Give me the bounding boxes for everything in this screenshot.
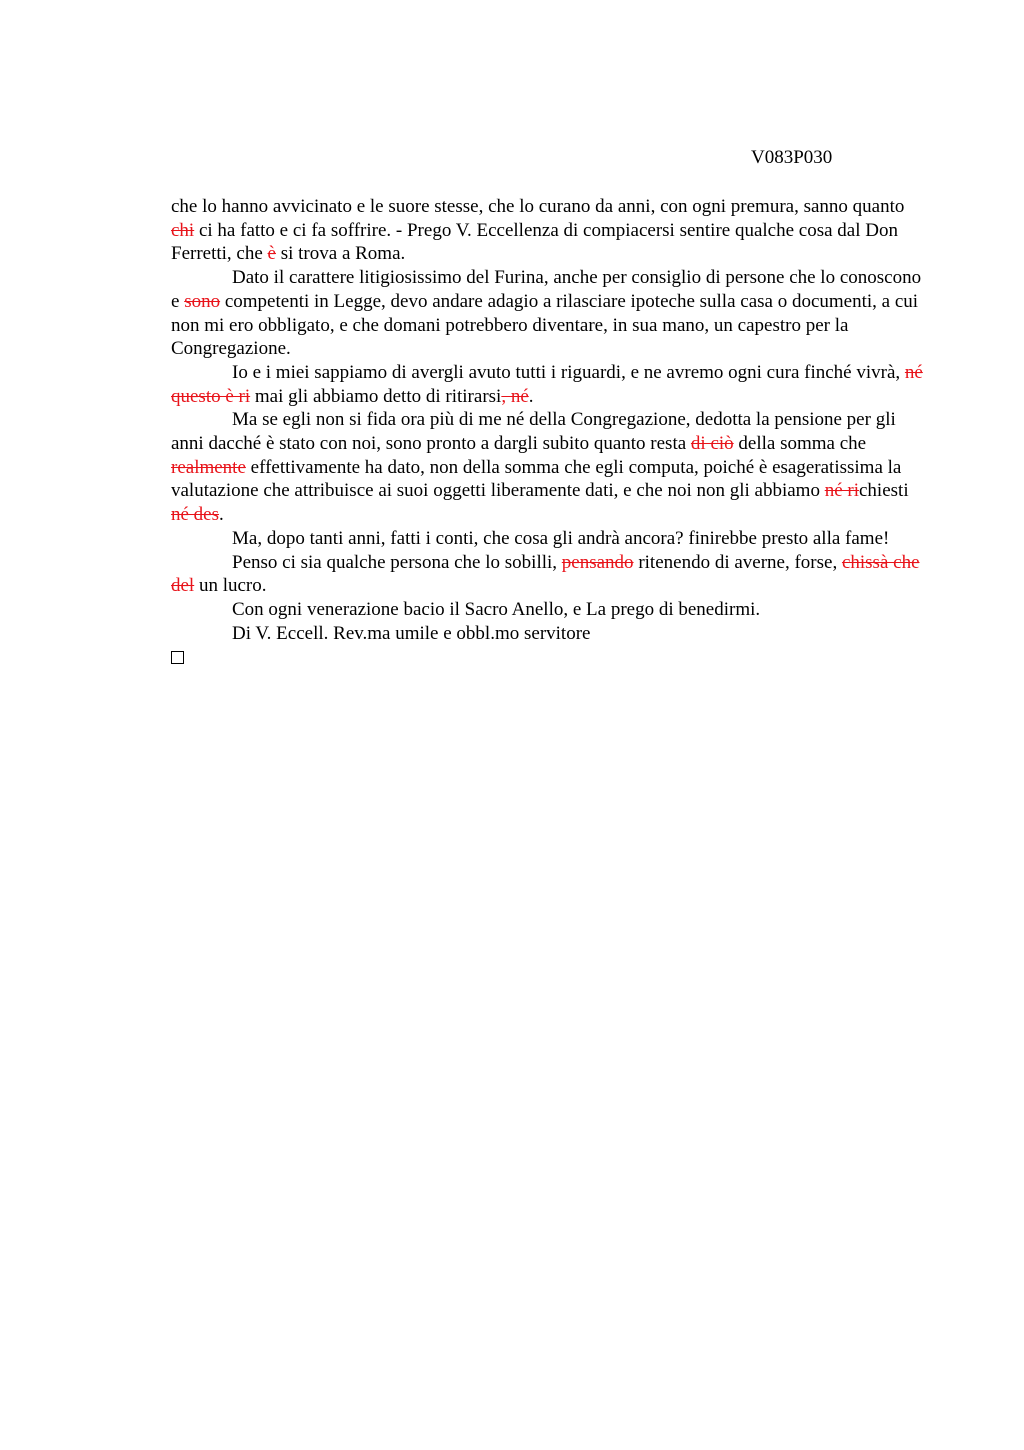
text-segment: un lucro.	[194, 575, 267, 597]
paragraph	[171, 195, 931, 266]
deleted-text: , né	[501, 385, 529, 407]
text-segment: della somma che	[733, 433, 867, 455]
deleted-text: di ciò	[690, 433, 734, 455]
text-segment: .	[219, 504, 224, 526]
paragraph	[171, 361, 931, 408]
text-segment: Io e i miei sappiamo di avergli avuto tutti i riguardi, e ne avremo ogni cura finché vivrà,	[232, 361, 905, 383]
deleted-text: chi	[171, 219, 195, 241]
deleted-text: chissà che del	[171, 551, 920, 597]
text-segment: effettivamente ha dato, non della somma che egli computa, poiché è esageratissima la valutazione che attribuisce ai suoi oggetti liberamente dati, e che noi non gli abbiamo	[171, 456, 902, 502]
deleted-text: né questo è ri	[171, 361, 923, 407]
paragraph	[171, 551, 931, 598]
paragraph	[171, 598, 931, 622]
paragraph	[171, 622, 931, 646]
text-segment: ritenendo di averne, forse,	[633, 551, 842, 573]
text-segment: ci ha fatto e ci fa soffrire. - Prego V. Eccellenza di compiacersi sentire qualche cosa dal Don Ferretti, che	[171, 219, 898, 265]
text-segment: chiesti	[859, 480, 909, 502]
text-segment: si trova a Roma.	[275, 243, 406, 265]
text-segment: Con ogni venerazione bacio il Sacro Anello, e La prego di benedirmi.	[232, 598, 761, 620]
text-segment: Dato il carattere litigiosissimo del Furina, anche per consiglio di persone che lo conoscono e	[171, 267, 922, 312]
paragraph	[171, 266, 931, 361]
text-segment: Ma se egli non si fida ora più di me né della Congregazione, dedotta la pensione per gli anni dacché è stato con noi, sono pronto a dargli subito quanto resta	[171, 409, 896, 455]
text-segment: Penso ci sia qualche persona che lo sobilli,	[232, 551, 562, 573]
paragraph	[171, 527, 931, 551]
deleted-text: realmente	[171, 456, 246, 478]
text-segment: che lo hanno avvicinato e le suore stesse, che lo curano da anni, con ogni premura, sanno quanto	[171, 196, 905, 217]
deleted-text: sono	[184, 290, 221, 312]
deleted-text: pensando	[561, 551, 634, 573]
letter-body	[171, 195, 931, 664]
page-reference: V083P030	[751, 147, 833, 168]
deleted-text: né des	[171, 504, 220, 526]
text-segment: Ma, dopo tanti anni, fatti i conti, che cosa gli andrà ancora? finirebbe presto alla fame!	[232, 527, 890, 549]
text-segment: competenti in Legge, devo andare adagio a rilasciare ipoteche sulla casa o documenti, a cui non mi ero obbligato, e che domani potrebbero diventare, in sua mano, un capestro per la Congregazione.	[171, 290, 919, 360]
square-box-icon	[171, 651, 184, 664]
deleted-text: né ri	[824, 480, 859, 502]
text-segment: mai gli abbiamo detto di ritirarsi	[250, 385, 502, 407]
paragraph	[171, 408, 931, 527]
deleted-text: è	[267, 243, 276, 265]
text-segment: Di V. Eccell. Rev.ma umile e obbl.mo servitore	[232, 622, 591, 644]
text-segment: .	[528, 385, 534, 407]
